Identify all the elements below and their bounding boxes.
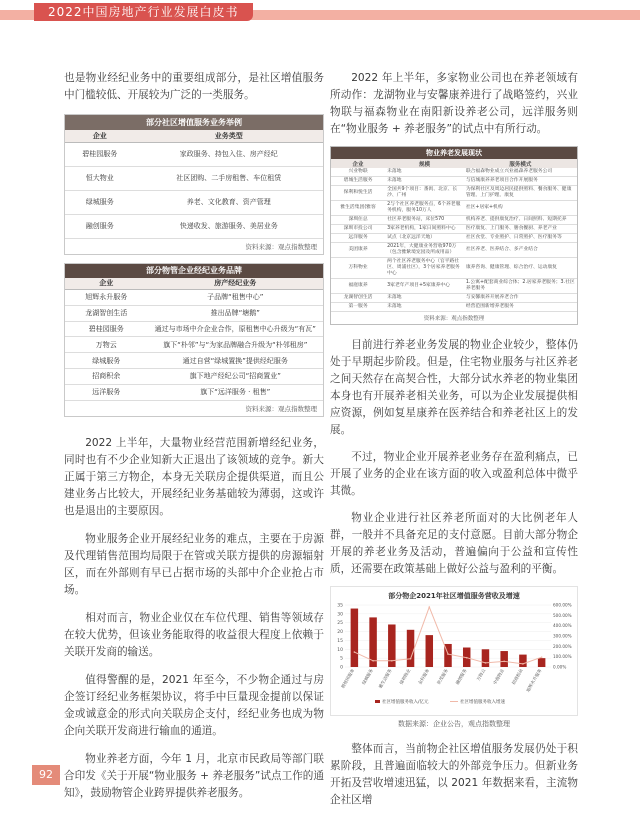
header-title: 2022中国房地产行业发展白皮书 <box>34 3 253 21</box>
table-cell: 招商积余 <box>65 368 148 384</box>
table-row <box>331 225 577 234</box>
revenue-growth-chart <box>330 586 578 716</box>
legend-label: 社区增值服务收入增速 <box>460 700 505 705</box>
table-cell: 3家老年产项目+5家康养中心 <box>385 279 464 294</box>
chart-svg <box>331 601 577 709</box>
table-cell: 旗下“远洋服务 · 租售” <box>148 384 323 400</box>
table-cell: 为保利社区及周边居民提供照料、餐食服务、健康管理、上门护理、康复 <box>464 186 577 201</box>
table-header: 房产经纪业务 <box>148 278 323 290</box>
chart-line-point <box>372 660 374 662</box>
page-header <box>0 0 640 22</box>
table-cell: 未落地 <box>385 168 464 177</box>
x-tick-label: 万物云 <box>476 668 488 683</box>
table-cell: 与安馨康养开展养老合作 <box>464 294 577 303</box>
table-row <box>331 168 577 177</box>
right-paragraph-1: 2022 年上半年，多家物业公司也在养老领域有所动作：龙湖物业与安馨康养进行了战略签约，兴业物联与福森物业在南阳新设养老公司，远洋服务则在“物业服务 + 养老服务”的试点中有所行动。 <box>330 72 578 135</box>
table-cell: 旗下“朴邻”与“为家品牌融合升级为“朴邻租房” <box>148 337 323 353</box>
table-cell: 经营范围新增养老服务 <box>464 303 577 312</box>
table-cell: 养老、文化教育、资产管理 <box>135 190 323 214</box>
right-paragraph-3: 不过，物业企业开展养老业务存在盈利痛点，已开展了业务的企业在该方面的收入或盈利总体中微乎其微。 <box>330 451 578 497</box>
table-row <box>331 177 577 186</box>
table-cell: 未落地 <box>385 294 464 303</box>
table-row <box>65 142 323 166</box>
y2-tick-label: 300.00% <box>553 633 572 639</box>
table-row <box>65 214 323 238</box>
table-cell: 快递收发、旅游服务、美居业务 <box>135 214 323 238</box>
table-cell: 2与个社区养老服务点，6个养老服务机构，服务10万人 <box>385 201 464 216</box>
table-cell: 3家养老机构，1家日间照料中心 <box>385 225 464 234</box>
right-paragraph-5: 整体而言，当前物企社区增值服务发展仍处于积累阶段，且普遍面临较大的外部竞争压力。但新业务开拓及营收增速迅猛，以 2021 年数据来看，主流物企社区增 <box>330 743 578 806</box>
legend-label: 社区增值服务收入/亿元 <box>382 700 429 705</box>
y-tick-label: 15 <box>337 638 343 644</box>
x-tick-label: 碧桂园服务 <box>341 668 357 690</box>
chart-bar <box>426 635 433 667</box>
x-tick-label: 世茂服务 <box>436 668 450 686</box>
table-row <box>331 186 577 201</box>
table-cell: 龙湖智创生活 <box>65 305 148 321</box>
table-cell: 兴业物联 <box>331 168 385 177</box>
table-cell: 深圳住总 <box>331 216 385 225</box>
x-tick-label: 雅生活服务 <box>378 668 394 690</box>
chart-line-point <box>354 651 356 653</box>
table-row <box>331 279 577 294</box>
table-cell: 融创服务 <box>65 214 135 238</box>
y-tick-label: 25 <box>337 621 343 627</box>
table-cell: 社区食堂、专业照护、日常照护、医疗服务等 <box>464 234 577 243</box>
data-table <box>331 159 577 312</box>
table-cell: 通过与市场中介企业合作，原租售中心升级为“有瓦” <box>148 321 323 337</box>
x-tick-label: 旭辉永升服务 <box>526 668 544 694</box>
chart-line-point <box>447 653 449 655</box>
chart-line-point <box>541 656 543 658</box>
y-tick-label: 30 <box>337 612 343 618</box>
data-table <box>65 278 323 401</box>
table-cell: 2021年，大健康业务营收970万（包含雅紫境宠园及所成用品） <box>385 243 464 258</box>
table-cell: 推出品牌“塘鹅” <box>148 305 323 321</box>
table-row <box>331 216 577 225</box>
y2-tick-label: 100.00% <box>553 654 572 660</box>
table-row <box>331 201 577 216</box>
table-cell: 社区养老、医养结合、多产业结合 <box>464 243 577 258</box>
table-row <box>65 353 323 369</box>
table-cell: 康养咨询、健康管理、综合治疗、运动康复 <box>464 258 577 279</box>
chart-line-point <box>485 662 487 664</box>
table-row <box>65 290 323 306</box>
table-header: 企业 <box>65 278 148 290</box>
table-cell: 1.公寓+配套商业综合体；2.居家养老服务；3.社区养老服务 <box>464 279 577 294</box>
table-title: 部分物管企业经纪业务品牌 <box>65 264 323 278</box>
table-row <box>331 294 577 303</box>
y-tick-label: 10 <box>337 647 343 653</box>
table-header: 服务模式 <box>464 159 577 168</box>
table-cell: 深圳市投公司 <box>331 225 385 234</box>
table-source: 资料来源：观点指数整理 <box>423 316 485 322</box>
table-cell: 福庭康养 <box>331 279 385 294</box>
page-number: 92 <box>32 765 60 785</box>
chart-title: 部分物企2021年社区增值服务营收及增速 <box>388 592 520 600</box>
chart-bar <box>500 651 507 667</box>
table-row <box>331 258 577 279</box>
table-cell: 社区团购、二手房租售、车位租赁 <box>135 166 323 190</box>
table-cell: 雅生活集团(雅客 <box>331 201 385 216</box>
table-brokerage-brands <box>64 263 324 417</box>
table-cell: 社区养老服务站，床位570 <box>385 216 464 225</box>
chart-bar <box>482 649 489 667</box>
table-cell: 碧城生活服务 <box>331 177 385 186</box>
table-cell: 碧桂园服务 <box>65 142 135 166</box>
y2-tick-label: 200.00% <box>553 643 572 649</box>
chart-bar <box>538 658 545 667</box>
table-cell: 两个社区养老服务中心（官平路社区、周浦社区），3个居家养老服务中心 <box>385 258 464 279</box>
table-cell: 全国共9个项目：番禺、北京、长沙、广州 <box>385 186 464 201</box>
x-tick-label: 绿城服务 <box>361 668 375 686</box>
table-cell: 万科物业 <box>331 258 385 279</box>
left-paragraph-6: 物业养老方面，今年 1 月，北京市民政局等部门联合印发《关于开展“物业服务 + 养老服务”试点工作的通知》，鼓励物管企业跨界提供养老服务。 <box>64 752 324 799</box>
left-paragraph-4: 相对而言，物业企业仅在车位代理、销售等领域存在较大优势，但该业务能取得的收益很大程度上依赖于关联开发商的输送。 <box>64 611 324 658</box>
chart-line-point <box>391 660 393 662</box>
table-cell: 医疗康复、上门服务、膳食餐厨、养老产业 <box>464 225 577 234</box>
table-header: 规模 <box>385 159 464 168</box>
table-title: 物业养老发展现状 <box>331 147 577 159</box>
table-row <box>65 166 323 190</box>
table-cell: 美团康养 <box>331 243 385 258</box>
table-cell: 旗下地产经纪公司“招商置业” <box>148 368 323 384</box>
x-tick-label: 融创服务 <box>455 668 469 686</box>
left-paragraph-5: 值得警醒的是，2021 年至今，不少物企通过与房企签订经纪业务框架协议，将手中巨量现金提前以保证金或诚意金的形式向关联房企支付，经纪业务也成为物企向关联开发商进行输血的通道。 <box>64 673 324 737</box>
table-cell: 万物云 <box>65 337 148 353</box>
table-cell: 保利和悦生活 <box>331 186 385 201</box>
table-cell: 机构养老、提供康复治疗、日间照料、短期托养 <box>464 216 577 225</box>
y2-tick-label: 400.00% <box>553 623 572 629</box>
table-cell: 旭辉永升服务 <box>65 290 148 306</box>
legend-swatch-bar <box>375 700 380 703</box>
table-cell: 远洋服务 <box>65 384 148 400</box>
chart-line-point <box>428 606 430 608</box>
right-paragraph-4: 物业企业进行社区养老所面对的大比例老年人群，一般并不具备充足的支付意愿。目前大部分物企开展的养老业务及活动，普遍偏向于公益和宣传性质，还需要在政策基础上做好公益与盈利的平衡。 <box>330 512 578 575</box>
left-paragraph-1: 也是物业经纪业务中的重要组成部分，是社区增值服务中门槛较低、开展较为广泛的一类服务。 <box>64 72 324 101</box>
table-cell: 联合福森物业成立兴业福森养老服务公司 <box>464 168 577 177</box>
y2-tick-label: 0.00% <box>553 664 567 670</box>
table-cell: 恒大物业 <box>65 166 135 190</box>
x-tick-label: 招商积余 <box>511 668 525 686</box>
table-row <box>65 190 323 214</box>
table-cell: 家政服务、持包入住、房产经纪 <box>135 142 323 166</box>
table-cell: 社区+居家+机构 <box>464 201 577 216</box>
y2-tick-label: 500.00% <box>553 612 572 618</box>
right-column <box>330 70 578 809</box>
table-cell: 第一服务 <box>331 303 385 312</box>
table-cell: 通过自营“绿城置换”提供经纪服务 <box>148 353 323 369</box>
table-cell: 远洋服务 <box>331 234 385 243</box>
left-paragraph-2: 2022 上半年，大量物业经营范围新增经纪业务，同时也有不少企业知新大正退出了该领域的竞争。新大正属于第三方物企，本身无关联房企提供渠道，而且公建业务占比较大，开展经纪业务基础较为薄弱，这或许也是退出的主要原因。 <box>64 436 324 517</box>
table-source: 资料来源：观点指数整理 <box>245 404 317 413</box>
chart-bar <box>351 609 358 667</box>
table-cell: 碧桂园服务 <box>65 321 148 337</box>
table-cell: 绿城服务 <box>65 353 148 369</box>
table-row <box>331 234 577 243</box>
table-cell: 龙湖智创生活 <box>331 294 385 303</box>
table-row <box>65 305 323 321</box>
table-row <box>65 321 323 337</box>
table-row <box>65 337 323 353</box>
table-cell: 绿城服务 <box>65 190 135 214</box>
chart-line-point <box>410 658 412 660</box>
table-header: 业务类型 <box>135 130 323 142</box>
table-row <box>65 368 323 384</box>
y-tick-label: 35 <box>337 603 343 609</box>
table-row <box>65 384 323 400</box>
table-cell: 与信城康养养老项目合作开展服务 <box>464 177 577 186</box>
chart-line-point <box>503 661 505 663</box>
table-value-added-services <box>64 114 324 255</box>
table-header: 企业 <box>331 159 385 168</box>
y-tick-label: 20 <box>337 630 343 636</box>
chart-bar <box>519 655 526 667</box>
table-row <box>331 243 577 258</box>
chart-line-point <box>522 663 524 665</box>
chart-bar <box>407 630 414 667</box>
right-paragraph-2: 目前进行养老业务发展的物业企业较少，整体仍处于早期起步阶段。但是，住宅物业服务与社区养老之间天然存在高契合性，大部分试水养老的物业集团本身也有开展养老相关业务，可以为企业发展提供相应资源，例如复星康养在医养结合和养老社区上的发展。 <box>330 339 578 436</box>
left-paragraph-3: 物业服务企业开展经纪业务的难点，主要在于房源及代理销售范围均局限于在管或关联方提供的房源辐射区，而在外部则有早已占据市场的头部中介企业抢占市场。 <box>64 532 324 596</box>
data-table <box>65 130 323 239</box>
x-tick-label: 保利物业 <box>399 668 413 686</box>
table-row <box>331 303 577 312</box>
table-header: 企业 <box>65 130 135 142</box>
x-tick-label: 中海物业 <box>492 668 506 686</box>
table-cell: 未落地 <box>385 177 464 186</box>
y-tick-label: 5 <box>340 656 343 662</box>
chart-source: 数据来源：企业公告，观点指数整理 <box>398 720 510 728</box>
table-cell: 未落地 <box>385 303 464 312</box>
chart-line-point <box>466 657 468 659</box>
y-tick-label: 0 <box>340 665 343 671</box>
table-cell: 子品牌“租售中心” <box>148 290 323 306</box>
table-title: 部分社区增值服务业务举例 <box>65 115 323 130</box>
y2-tick-label: 600.00% <box>553 602 572 608</box>
left-column <box>64 70 324 802</box>
x-tick-label: 金科服务 <box>418 668 432 686</box>
table-cell: 试点（北京远洋天地） <box>385 234 464 243</box>
table-elderly-care <box>330 146 578 325</box>
table-source: 资料来源：观点指数整理 <box>245 242 317 251</box>
